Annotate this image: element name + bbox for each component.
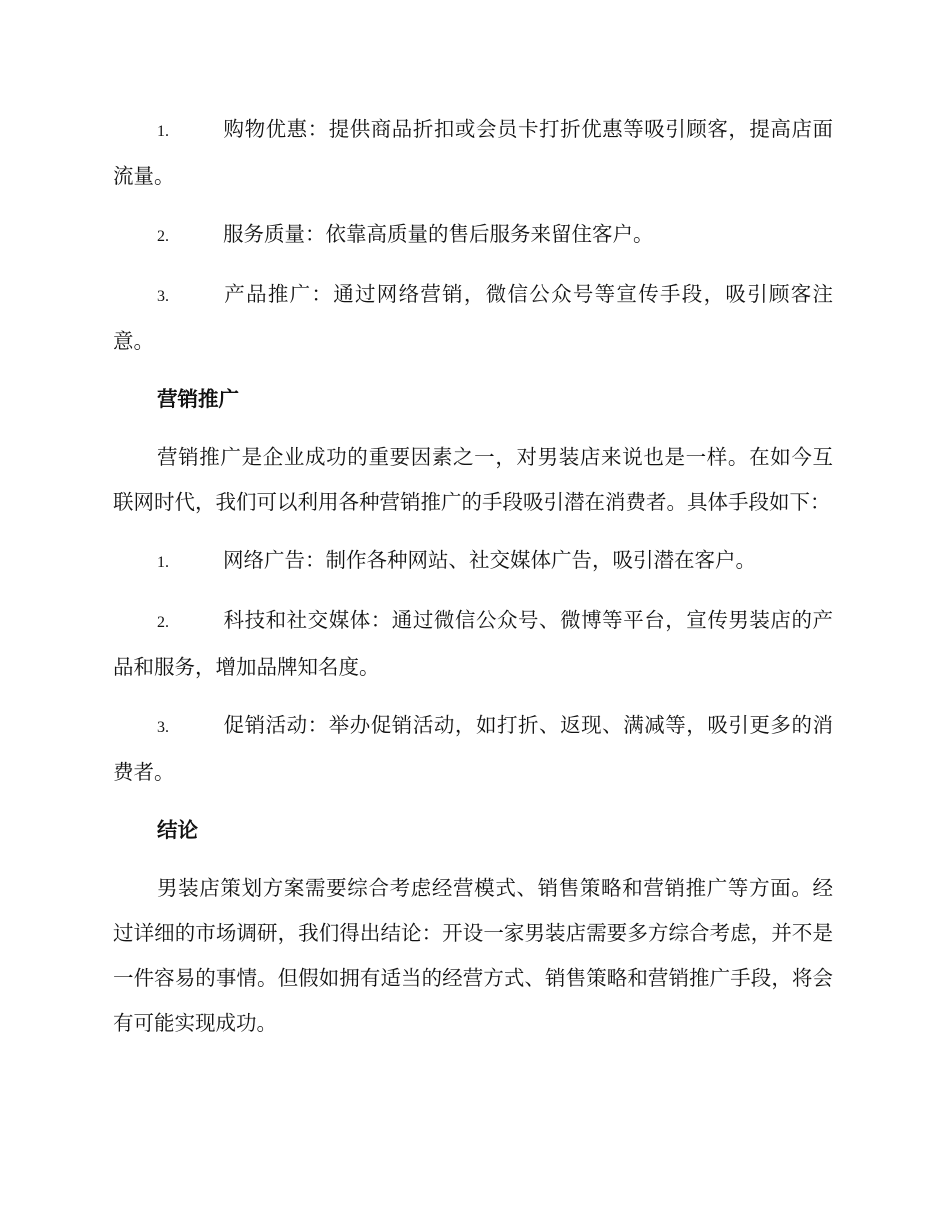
section-heading-conclusion: 结论	[157, 818, 198, 842]
list-text: 促销活动：举办促销活动，如打折、返现、满减等，吸引更多的消费者。	[113, 713, 833, 784]
document-page	[113, 107, 833, 1059]
list-item	[113, 538, 833, 585]
list-number: 2.	[157, 228, 169, 245]
list-text: 购物优惠：提供商品折扣或会员卡打折优惠等吸引顾客，提高店面流量。	[113, 117, 833, 188]
list-item	[113, 212, 833, 259]
section-heading-marketing: 营销推广	[157, 387, 239, 411]
list-number: 3.	[157, 719, 169, 736]
list-number: 2.	[157, 614, 169, 631]
list-item	[113, 703, 833, 795]
list-number: 1.	[157, 123, 169, 140]
list-text: 服务质量：依靠高质量的售后服务来留住客户。	[223, 222, 654, 246]
marketing-intro-paragraph: 营销推广是企业成功的重要因素之一，对男装店来说也是一样。在如今互联网时代，我们可以利用各种营销推广的手段吸引潜在消费者。具体手段如下：	[113, 445, 833, 514]
list-item	[113, 107, 833, 199]
list-number: 3.	[157, 288, 169, 305]
list-text: 网络广告：制作各种网站、社交媒体广告，吸引潜在客户。	[223, 548, 756, 572]
list-item	[113, 272, 833, 364]
list-text: 科技和社交媒体：通过微信公众号、微博等平台，宣传男装店的产品和服务，增加品牌知名度。	[113, 608, 833, 679]
conclusion-paragraph: 男装店策划方案需要综合考虑经营模式、销售策略和营销推广等方面。经过详细的市场调研，我们得出结论：开设一家男装店需要多方综合考虑，并不是一件容易的事情。但假如拥有适当的经营方式、销售策略和营销推广手段，将会有可能实现成功。	[113, 876, 833, 1035]
list-item	[113, 598, 833, 690]
list-number: 1.	[157, 554, 169, 571]
list-text: 产品推广：通过网络营销，微信公众号等宣传手段，吸引顾客注意。	[113, 282, 833, 353]
